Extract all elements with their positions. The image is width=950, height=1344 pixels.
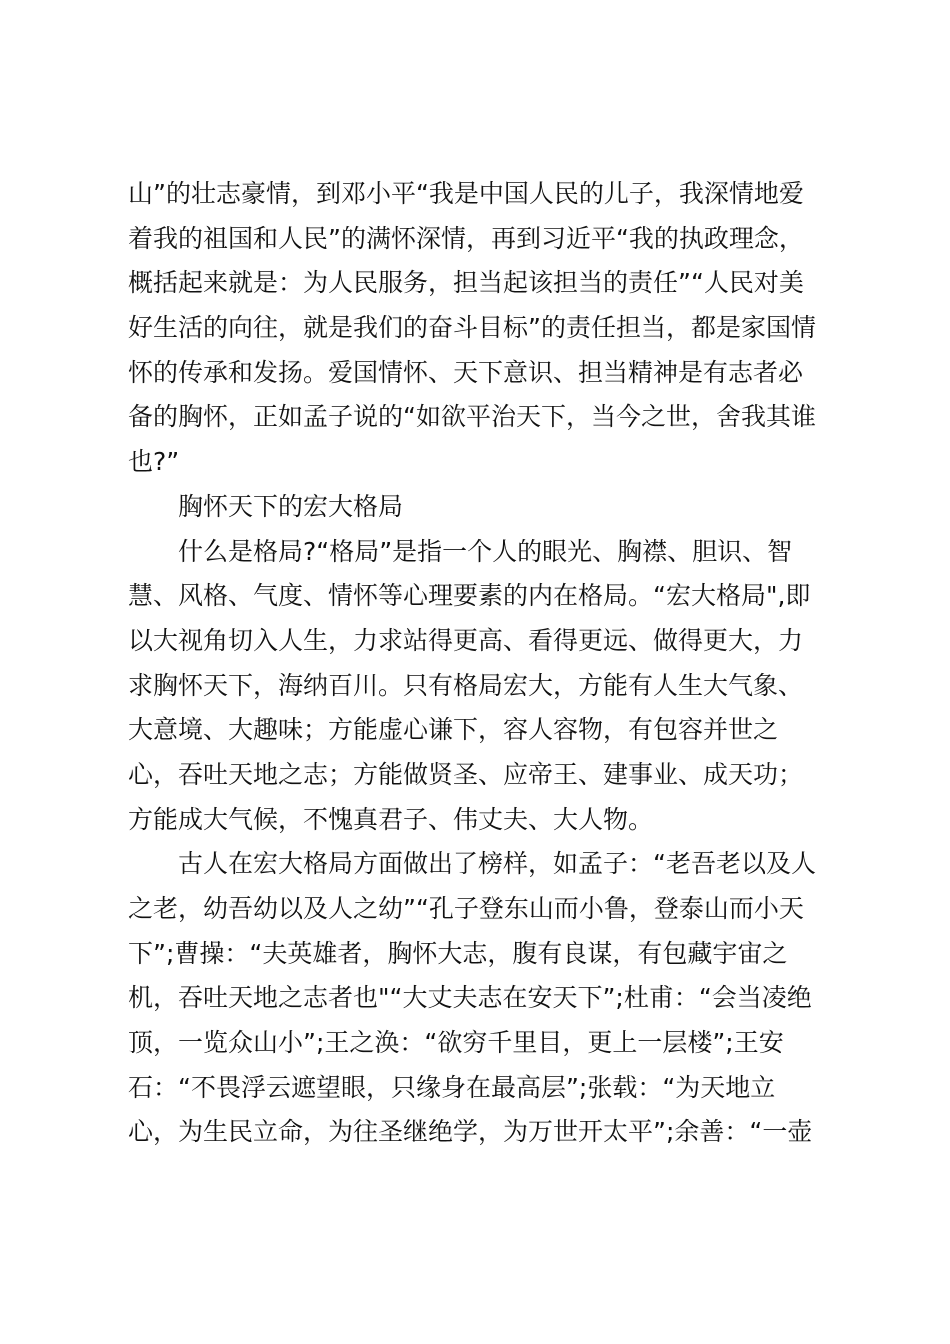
text-line: 下”;曹操：“夫英雄者，胸怀大志，腹有良谋，有包藏宇宙之 <box>128 938 788 968</box>
text-line: 石：“不畏浮云遮望眼，只缘身在最高层”;张载：“为天地立 <box>128 1072 776 1102</box>
paragraph-1 <box>128 172 832 485</box>
text-line: 求胸怀天下，海纳百川。只有格局宏大，方能有人生大气象、 <box>128 670 804 700</box>
text-line: 着我的祖国和人民”的满怀深情，再到习近平“我的执政理念， <box>128 223 804 253</box>
text-line: 心，吞吐天地之志；方能做贤圣、应帝王、建事业、成天功； <box>128 759 804 789</box>
text-line: 慧、风格、气度、情怀等心理要素的内在格局。“宏大格局",即 <box>128 581 811 611</box>
text-line: 之老，幼吾幼以及人之幼”“孔子登东山而小鲁，登泰山而小天 <box>128 894 804 923</box>
text-line: 心，为生民立命，为往圣继绝学，为万世开太平”;余善：“一壶 <box>128 1117 813 1147</box>
text-line: 机，吞吐天地之志者也"“大丈夫志在安天下”;杜甫：“会当凌绝 <box>128 983 812 1013</box>
section-heading-text: 胸怀天下的宏大格局 <box>178 491 404 521</box>
text-line: 方能成大气候，不愧真君子、伟丈夫、大人物。 <box>128 804 654 834</box>
text-line: 好生活的向往，就是我们的奋斗目标”的责任担当，都是家国情 <box>128 313 816 343</box>
paragraph-2 <box>128 530 832 843</box>
text-line: 山”的壮志豪情，到邓小平“我是中国人民的儿子，我深情地爱 <box>128 179 804 208</box>
text-line: 也?” <box>128 447 180 477</box>
section-heading <box>128 485 832 530</box>
text-line: 怀的传承和发扬。爱国情怀、天下意识、担当精神是有志者必 <box>128 357 804 387</box>
text-line: 以大视角切入人生，力求站得更高、看得更远、做得更大，力 <box>128 625 804 655</box>
text-line: 备的胸怀，正如孟子说的“如欲平治天下，当今之世，舍我其谁 <box>128 402 816 432</box>
text-line: 古人在宏大格局方面做出了榜样，如孟子：“老吾老以及人 <box>178 849 816 879</box>
text-line: 什么是格局?“格局”是指一个人的眼光、胸襟、胆识、智 <box>178 536 793 566</box>
paragraph-3 <box>128 842 832 1155</box>
text-line: 大意境、大趣味；方能虚心谦下，容人容物，有包容并世之 <box>128 715 779 745</box>
text-line: 概括起来就是：为人民服务，担当起该担当的责任”“人民对美 <box>128 268 804 298</box>
document-body <box>128 172 832 1155</box>
text-line: 顶，一览众山小”;王之涣：“欲穷千里目，更上一层楼”;王安 <box>128 1028 784 1058</box>
